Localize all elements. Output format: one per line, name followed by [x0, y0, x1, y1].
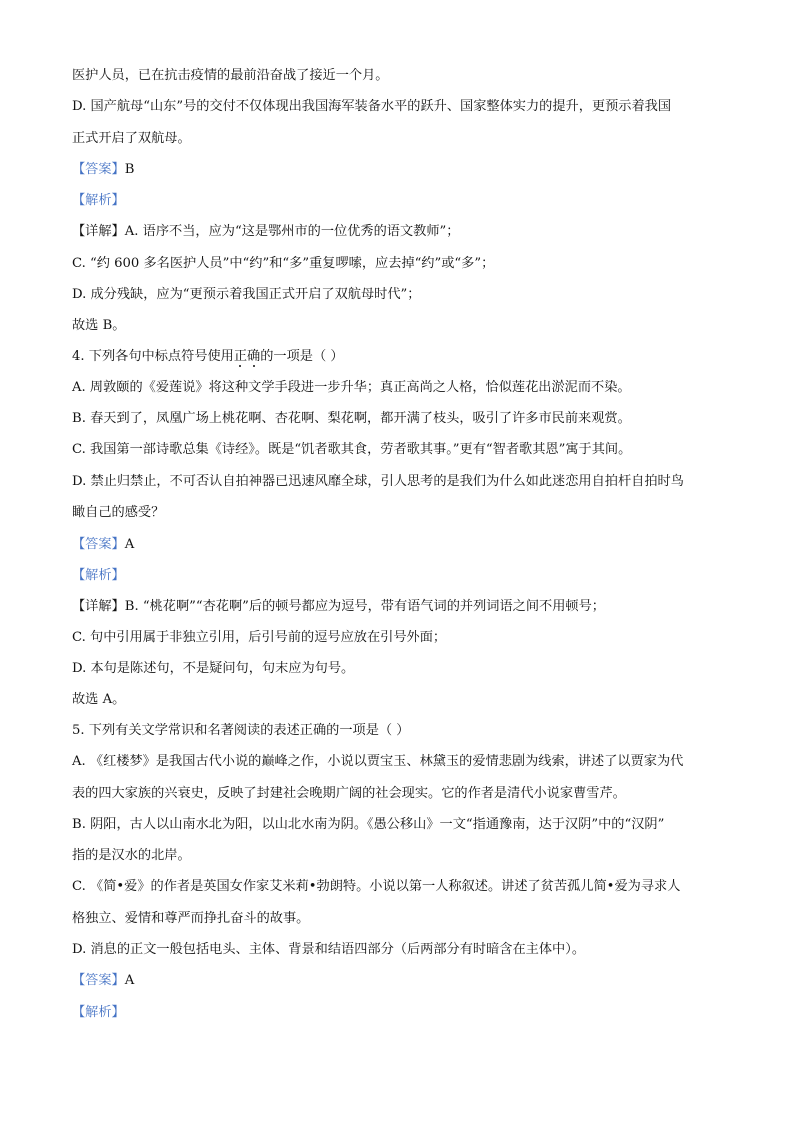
text-line: C. 我国第一部诗歌总集《诗经》。既是“饥者歌其食，劳者歌其事。”更有“智者歌其恩”寓于其间。 [72, 442, 632, 457]
text-line: B. 阴阳，古人以山南水北为阳，以山北水南为阴。《愚公移山》一文“指通豫南，达于汉阴”中的“汉阴” [72, 817, 665, 832]
text-line: D. 国产航母“山东”号的交付不仅体现出我国海军装备水平的跃升、国家整体实力的提升，更预示着我国 [72, 99, 672, 114]
text-line: A. 周敦颐的《爱莲说》将这种文学手段进一步升华；真正高尚之人格，恰似莲花出淤泥而不染。 [72, 380, 631, 395]
text-line: B. 春天到了，凤凰广场上桃花啊、杏花啊、梨花啊，都开满了枝头，吸引了许多市民前来观赏。 [72, 411, 631, 426]
analysis-tag: 【解析】 [72, 193, 125, 208]
text-line: D. 禁止归禁止，不可否认自拍神器已迅速风靡全球，引人思考的是我们为什么如此迷恋用自拍杆自拍时鸟 [72, 474, 684, 489]
answer-value: A [124, 537, 135, 552]
text-line: D. 本句是陈述句，不是疑问句，句末应为句号。 [72, 661, 355, 676]
text-line: D. 消息的正文一般包括电头、主体、背景和结语四部分（后两部分有时暗含在主体中）。 [72, 942, 586, 957]
answer-tag: 【答案】 [72, 973, 125, 988]
answer-value: A [124, 973, 135, 988]
text-line: C. 《简•爱》的作者是英国女作家艾米莉•勃朗特。小说以第一人称叙述。讲述了贫苦孤儿简•爱为寻求人 [72, 879, 681, 894]
text-line: C. “约 600 多名医护人员”中“约”和“多”重复啰嗦，应去掉“约”或“多”； [72, 256, 495, 271]
emphasis-char: 正 [233, 349, 248, 364]
answer-tag: 【答案】 [72, 537, 125, 552]
answer-value: B [124, 162, 135, 177]
text-line: 故选 B。 [72, 318, 126, 333]
text-line: 【详解】A. 语序不当，应为“这是鄂州市的一位优秀的语文教师”； [72, 224, 460, 239]
text-line: C. 句中引用属于非独立引用，后引号前的逗号应放在引号外面； [72, 630, 447, 645]
analysis-tag: 【解析】 [72, 568, 125, 583]
text-line: 表的四大家族的兴衰史，反映了封建社会晚期广阔的社会现实。它的作者是清代小说家曹雪芹。 [72, 786, 626, 801]
answer-tag: 【答案】 [72, 162, 125, 177]
text-line: 指的是汉水的北岸。 [72, 848, 191, 863]
text-line: 医护人员，已在抗击疫情的最前沿奋战了接近一个月。 [72, 68, 389, 83]
text-line: 5. 下列有关文学常识和名著阅读的表述正确的一项是（ ） [72, 723, 410, 738]
analysis-tag: 【解析】 [72, 1005, 125, 1020]
answer-line [72, 535, 134, 555]
answer-line [72, 160, 134, 180]
answer-line [72, 971, 134, 991]
text-line: 瞰自己的感受？ [72, 505, 165, 520]
text-line: 正式开启了双航母。 [72, 131, 191, 146]
text-line: 【详解】B. “桃花啊”“杏花啊”后的顿号都应为逗号，带有语气词的并列词语之间不用顿号； [72, 599, 605, 614]
text-line: A. 《红楼梦》是我国古代小说的巅峰之作，小说以贾宝玉、林黛玉的爱情悲剧为线索，讲述了以贾家为代 [72, 754, 684, 769]
text-line: 故选 A。 [72, 692, 126, 707]
question-4-text-before: 4. 下列各句中标点符号使用 [72, 349, 234, 364]
question-4-heading [72, 347, 344, 367]
question-4-text-after: 的一项是（ ） [260, 349, 344, 364]
text-line: D. 成分残缺，应为“更预示着我国正式开启了双航母时代”； [72, 287, 421, 302]
text-line: 格独立、爱情和尊严而挣扎奋斗的故事。 [72, 911, 310, 926]
emphasis-char: 确 [247, 349, 261, 364]
